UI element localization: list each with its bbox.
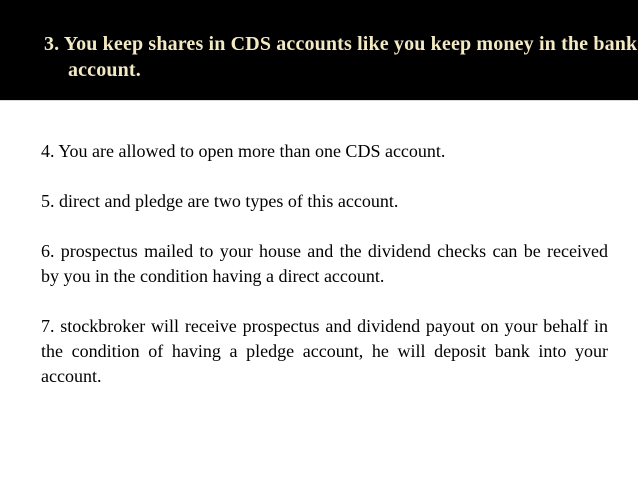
point-7: 7. stockbroker will receive prospectus and dividend payout on your behalf in the condition of having a pledge account, he will deposit bank into your account.: [41, 316, 608, 386]
point-4: 4. You are allowed to open more than one CDS account.: [41, 141, 446, 161]
point-6: 6. prospectus mailed to your house and the dividend checks can be received by you in the condition having a direct account.: [41, 241, 608, 286]
title-divider: [0, 100, 638, 101]
slide-body: [41, 139, 608, 414]
title-bar: [0, 0, 638, 100]
point-5: 5. direct and pledge are two types of this account.: [41, 191, 399, 211]
slide-title: 3. You keep shares in CDS accounts like you keep money in the bank account.: [44, 33, 638, 81]
